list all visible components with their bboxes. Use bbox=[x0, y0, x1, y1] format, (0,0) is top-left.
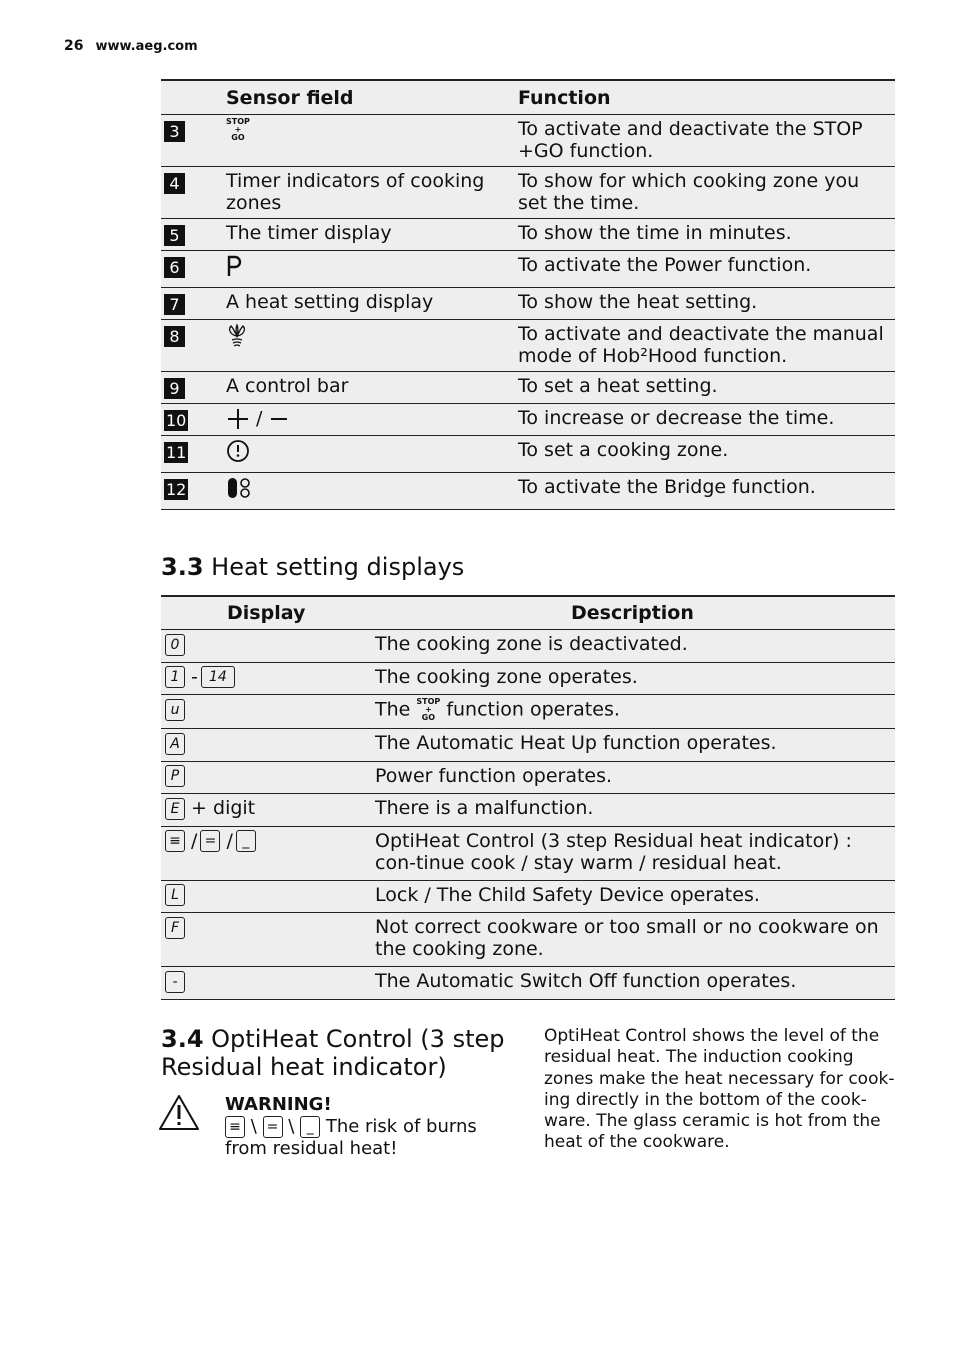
sensor-field-cell bbox=[221, 219, 517, 251]
table-row bbox=[161, 794, 895, 827]
column-header-description: Description bbox=[571, 602, 694, 624]
row-number-badge: 5 bbox=[164, 225, 185, 246]
display-symbol: 14 bbox=[201, 666, 235, 688]
description-text: Power function operates. bbox=[375, 764, 613, 787]
page-number: 26 bbox=[64, 38, 84, 54]
row-number-badge: 6 bbox=[164, 257, 185, 278]
display-symbol: ≡ bbox=[165, 830, 185, 852]
table-header-row bbox=[161, 80, 895, 115]
sensor-label: A heat setting display bbox=[226, 291, 434, 313]
description-cell bbox=[371, 662, 895, 695]
plus-icon bbox=[226, 407, 250, 431]
description-cell bbox=[371, 794, 895, 827]
description-cell bbox=[371, 630, 895, 663]
display-cell bbox=[161, 880, 371, 913]
table-row bbox=[161, 826, 895, 880]
table-row bbox=[161, 436, 895, 473]
function-cell: To show the time in minutes. bbox=[518, 222, 792, 244]
description-cell bbox=[371, 913, 895, 967]
sensor-field-cell bbox=[221, 167, 517, 219]
display-symbol: F bbox=[165, 917, 185, 939]
description-pre: The bbox=[375, 698, 411, 721]
display-symbol: 0 bbox=[165, 634, 185, 656]
function-cell: To activate the Bridge function. bbox=[518, 476, 816, 498]
cooking-zone-icon bbox=[226, 439, 250, 463]
warning-text-rest: from residual heat! bbox=[225, 1138, 398, 1159]
description-text: The Automatic Switch Off function operates. bbox=[375, 970, 797, 992]
sensor-field-cell bbox=[221, 473, 517, 510]
column-header-display: Display bbox=[227, 602, 306, 624]
description-text: There is a malfunction. bbox=[375, 797, 594, 819]
table-row bbox=[161, 880, 895, 913]
separator: \ bbox=[250, 1116, 257, 1137]
description-text: The cooking zone operates. bbox=[375, 665, 638, 688]
table-row bbox=[161, 219, 895, 251]
display-cell bbox=[161, 662, 371, 695]
warning-title: WARNING! bbox=[225, 1094, 332, 1115]
sensor-label: The timer display bbox=[226, 222, 392, 244]
display-symbol: A bbox=[165, 733, 185, 755]
description-cell bbox=[371, 967, 895, 1000]
column-header-sensor-field: Sensor field bbox=[226, 86, 354, 109]
sensor-label: / bbox=[256, 407, 263, 430]
function-cell: To show the heat setting. bbox=[518, 291, 758, 313]
display-cell bbox=[161, 695, 371, 729]
description-text: Lock / The Child Safety Device operates. bbox=[375, 883, 760, 906]
description-text: Not correct cookware or too small or no cookware on the cooking zone. bbox=[375, 916, 879, 960]
table-row bbox=[161, 913, 895, 967]
bridge-icon bbox=[226, 476, 252, 500]
table-row bbox=[161, 761, 895, 794]
display-cell bbox=[161, 729, 371, 762]
section-heading-3-4: 3.4 OptiHeat Control (3 step Residual heat indicator) bbox=[161, 1025, 505, 1081]
row-number-badge: 3 bbox=[164, 121, 185, 142]
display-suffix: + digit bbox=[191, 797, 256, 819]
table-row bbox=[161, 473, 895, 510]
display-symbol: 1 bbox=[165, 666, 185, 688]
header-url[interactable]: www.aeg.com bbox=[95, 39, 198, 54]
description-cell bbox=[371, 695, 895, 729]
separator: - bbox=[191, 665, 198, 688]
power-p-icon bbox=[226, 254, 242, 278]
function-cell: To set a heat setting. bbox=[518, 375, 718, 397]
sensor-field-cell bbox=[221, 320, 517, 372]
display-symbol: P bbox=[165, 765, 185, 787]
display-symbol: ≡ bbox=[225, 1116, 245, 1138]
description-text: The Automatic Heat Up function operates. bbox=[375, 732, 777, 754]
separator: / bbox=[226, 829, 233, 852]
stop-go-icon: STOP + GO bbox=[416, 697, 441, 722]
column-header-function: Function bbox=[518, 86, 611, 109]
table-row bbox=[161, 115, 895, 167]
minus-icon bbox=[269, 407, 289, 431]
sensor-field-cell bbox=[221, 251, 517, 288]
sensor-field-cell bbox=[221, 115, 517, 167]
description-text: OptiHeat Control (3 step Residual heat indicator) : con-tinue cook / stay warm / residual heat. bbox=[375, 829, 852, 874]
table-row bbox=[161, 288, 895, 320]
display-cell bbox=[161, 967, 371, 1000]
table-row bbox=[161, 251, 895, 288]
table-row bbox=[161, 320, 895, 372]
display-symbol: u bbox=[165, 699, 185, 721]
section-heading-3-3: 3.3 Heat setting displays bbox=[161, 553, 465, 581]
page-header bbox=[64, 38, 198, 54]
display-cell bbox=[161, 826, 371, 880]
function-cell: To set a cooking zone. bbox=[518, 439, 729, 461]
sensor-field-cell bbox=[221, 436, 517, 473]
function-cell: To activate the Power function. bbox=[518, 254, 812, 276]
display-symbol: E bbox=[165, 798, 185, 820]
table-row bbox=[161, 167, 895, 219]
function-cell: To activate and deactivate the manual mode of Hob²Hood function. bbox=[518, 323, 884, 367]
sensor-field-cell bbox=[221, 372, 517, 404]
display-cell bbox=[161, 761, 371, 794]
separator: \ bbox=[288, 1116, 295, 1137]
sensor-field-table bbox=[161, 79, 895, 510]
sensor-field-cell bbox=[221, 404, 517, 436]
function-cell: To increase or decrease the time. bbox=[518, 407, 835, 429]
warning-text bbox=[225, 1116, 495, 1160]
heat-setting-displays-table bbox=[161, 595, 895, 1000]
stop-go-icon: STOP + GO bbox=[226, 117, 250, 142]
optiheat-paragraph: OptiHeat Control shows the level of the residual heat. The induction cooking zones make the heat necessary for cook-ing directly in the bottom of the cook-ware. The glass ceramic is hot from the heat of the cookware. bbox=[544, 1026, 895, 1153]
display-symbol: = bbox=[263, 1116, 283, 1138]
hob2hood-fan-icon bbox=[226, 323, 248, 349]
sensor-field-cell bbox=[221, 288, 517, 320]
sensor-label: A control bar bbox=[226, 375, 349, 397]
warning-text-inline: The risk of burns bbox=[325, 1116, 477, 1137]
table-row bbox=[161, 630, 895, 663]
display-cell bbox=[161, 794, 371, 827]
description-cell bbox=[371, 761, 895, 794]
function-cell: To show for which cooking zone you set the time. bbox=[518, 170, 860, 214]
display-symbol: _ bbox=[236, 830, 256, 852]
function-cell: To activate and deactivate the STOP +GO function. bbox=[518, 118, 863, 162]
table-row bbox=[161, 372, 895, 404]
table-row bbox=[161, 404, 895, 436]
description-post: function operates. bbox=[446, 698, 620, 721]
row-number-badge: 9 bbox=[164, 378, 185, 399]
display-cell bbox=[161, 630, 371, 663]
display-symbol: _ bbox=[300, 1116, 320, 1138]
sensor-label: Timer indicators of cooking zones bbox=[226, 170, 485, 214]
display-symbol: = bbox=[200, 830, 220, 852]
table-row bbox=[161, 662, 895, 695]
table-row bbox=[161, 695, 895, 729]
description-cell bbox=[371, 880, 895, 913]
row-number-badge: 8 bbox=[164, 326, 185, 347]
description-cell bbox=[371, 826, 895, 880]
row-number-badge: 7 bbox=[164, 294, 185, 315]
row-number-badge: 4 bbox=[164, 173, 185, 194]
row-number-badge: 12 bbox=[166, 480, 187, 499]
table-header-row bbox=[161, 596, 895, 630]
display-cell bbox=[161, 913, 371, 967]
separator: / bbox=[191, 829, 198, 852]
warning-triangle-icon bbox=[158, 1094, 200, 1132]
description-text: The cooking zone is deactivated. bbox=[375, 633, 688, 655]
display-symbol: L bbox=[165, 884, 185, 906]
row-number-badge: 11 bbox=[166, 443, 187, 462]
row-number-badge: 10 bbox=[166, 411, 187, 430]
table-row bbox=[161, 729, 895, 762]
display-symbol: - bbox=[165, 971, 185, 993]
table-row bbox=[161, 967, 895, 1000]
description-cell bbox=[371, 729, 895, 762]
